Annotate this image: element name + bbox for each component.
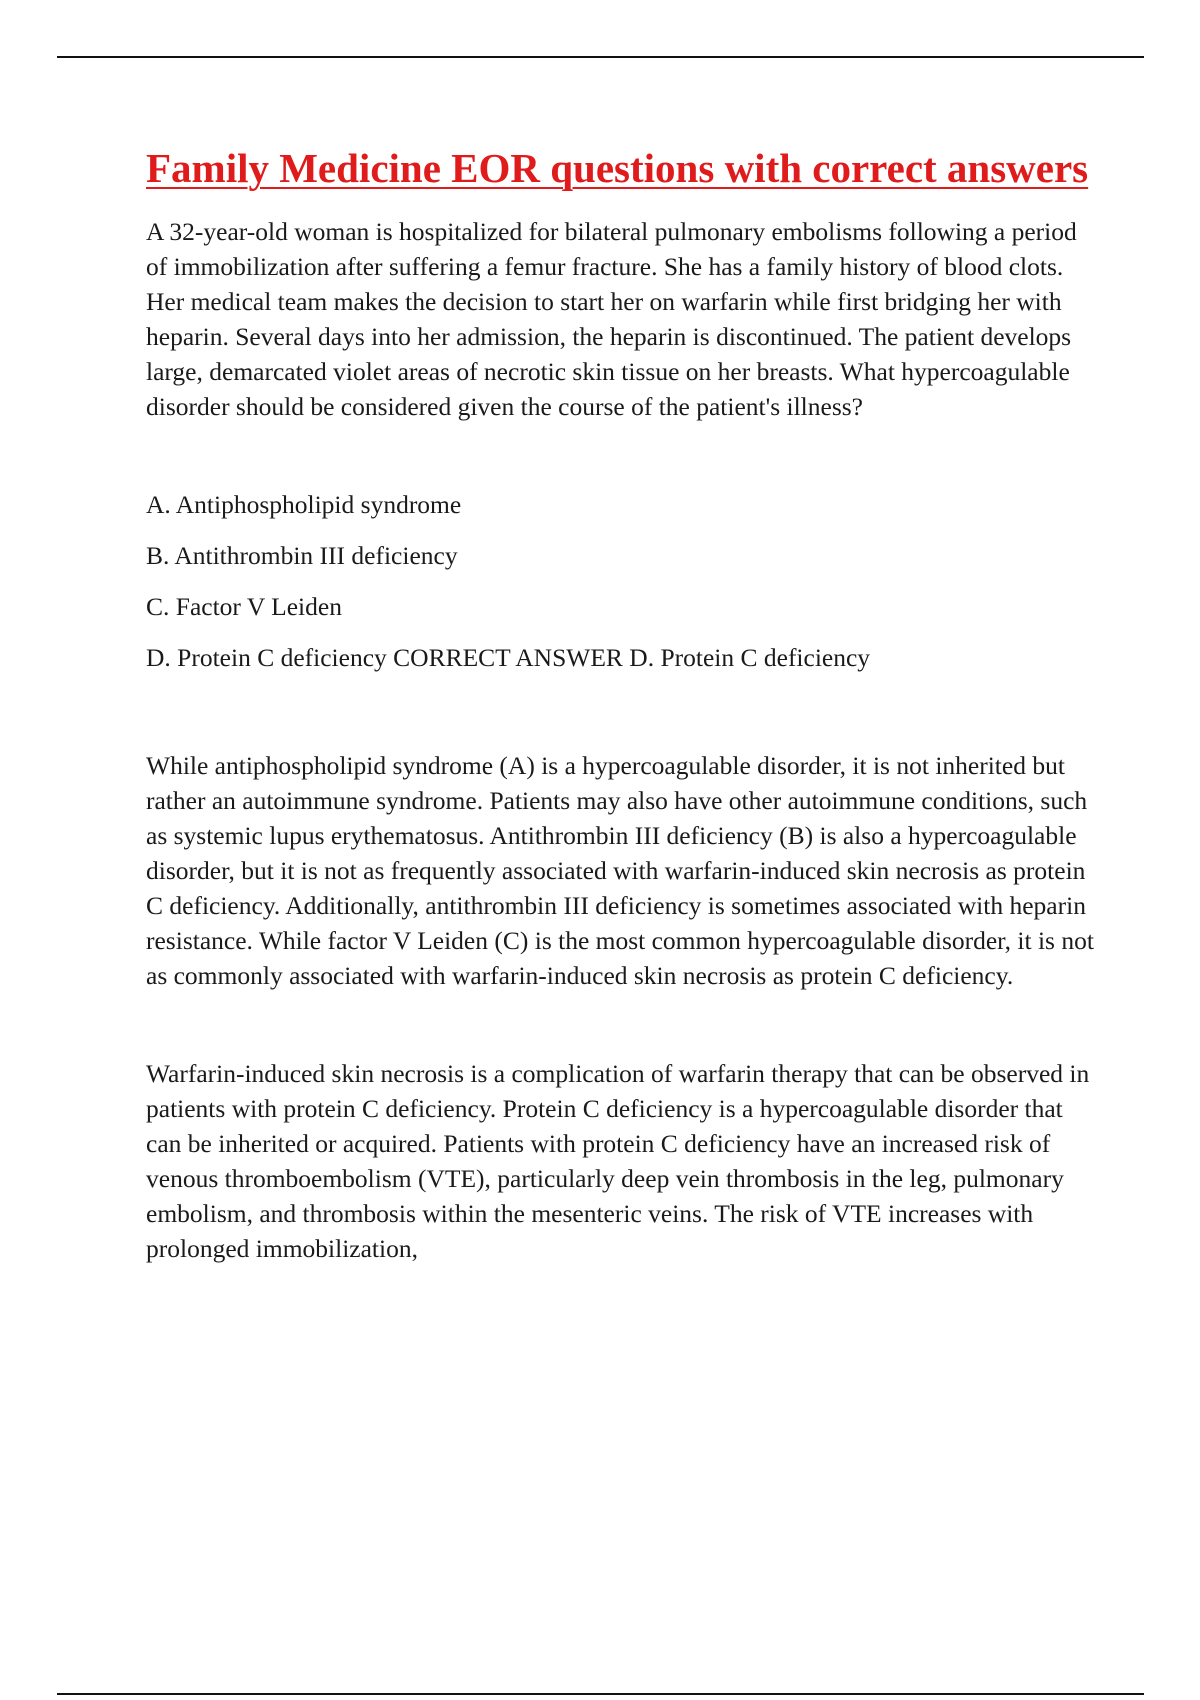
option-d-correct-answer: D. Protein C deficiency CORRECT ANSWER D. Protein C deficiency (146, 643, 871, 672)
header-rule (57, 56, 1144, 58)
page-content (146, 140, 1096, 1266)
footer-rule (57, 1693, 1144, 1695)
question-text: A 32-year-old woman is hospitalized for bilateral pulmonary embolisms following a period of immobilization after suffering a femur fracture. She has a family history of blood clots. Her medical team makes the decision to start her on warfarin while first bridging her with heparin. Several days into her admission, the heparin is discontinued. The patient develops large, demarcated violet areas of necrotic skin tissue on her breasts. What hypercoagulable disorder should be considered given the course of the patient's illness? (146, 217, 1077, 421)
explanation-paragraph-2: Warfarin-induced skin necrosis is a complication of warfarin therapy that can be observed in patients with protein C deficiency. Protein C deficiency is a hypercoagulable disorder that can be inherited or acquired. Patients with protein C deficiency have an increased risk of venous thromboembolism (VTE), particularly deep vein thrombosis in the leg, pulmonary embolism, and thrombosis within the mesenteric veins. The risk of VTE increases with prolonged immobilization, (146, 1059, 1090, 1263)
option-b: B. Antithrombin III deficiency (146, 541, 458, 570)
document-title: Family Medicine EOR questions with correct answers (146, 145, 1089, 191)
option-c: C. Factor V Leiden (146, 592, 342, 621)
answer-options (146, 487, 1096, 675)
option-a: A. Antiphospholipid syndrome (146, 490, 462, 519)
explanation-paragraph-1: While antiphospholipid syndrome (A) is a hypercoagulable disorder, it is not inherited but rather an autoimmune syndrome. Patients may also have other autoimmune conditions, such as systemic lupus erythematosus. Antithrombin III deficiency (B) is also a hypercoagulable disorder, but it is not as frequently associated with warfarin-induced skin necrosis as protein C deficiency. Additionally, antithrombin III deficiency is sometimes associated with heparin resistance. While factor V Leiden (C) is the most common hypercoagulable disorder, it is not as commonly associated with warfarin-induced skin necrosis as protein C deficiency. (146, 751, 1094, 990)
